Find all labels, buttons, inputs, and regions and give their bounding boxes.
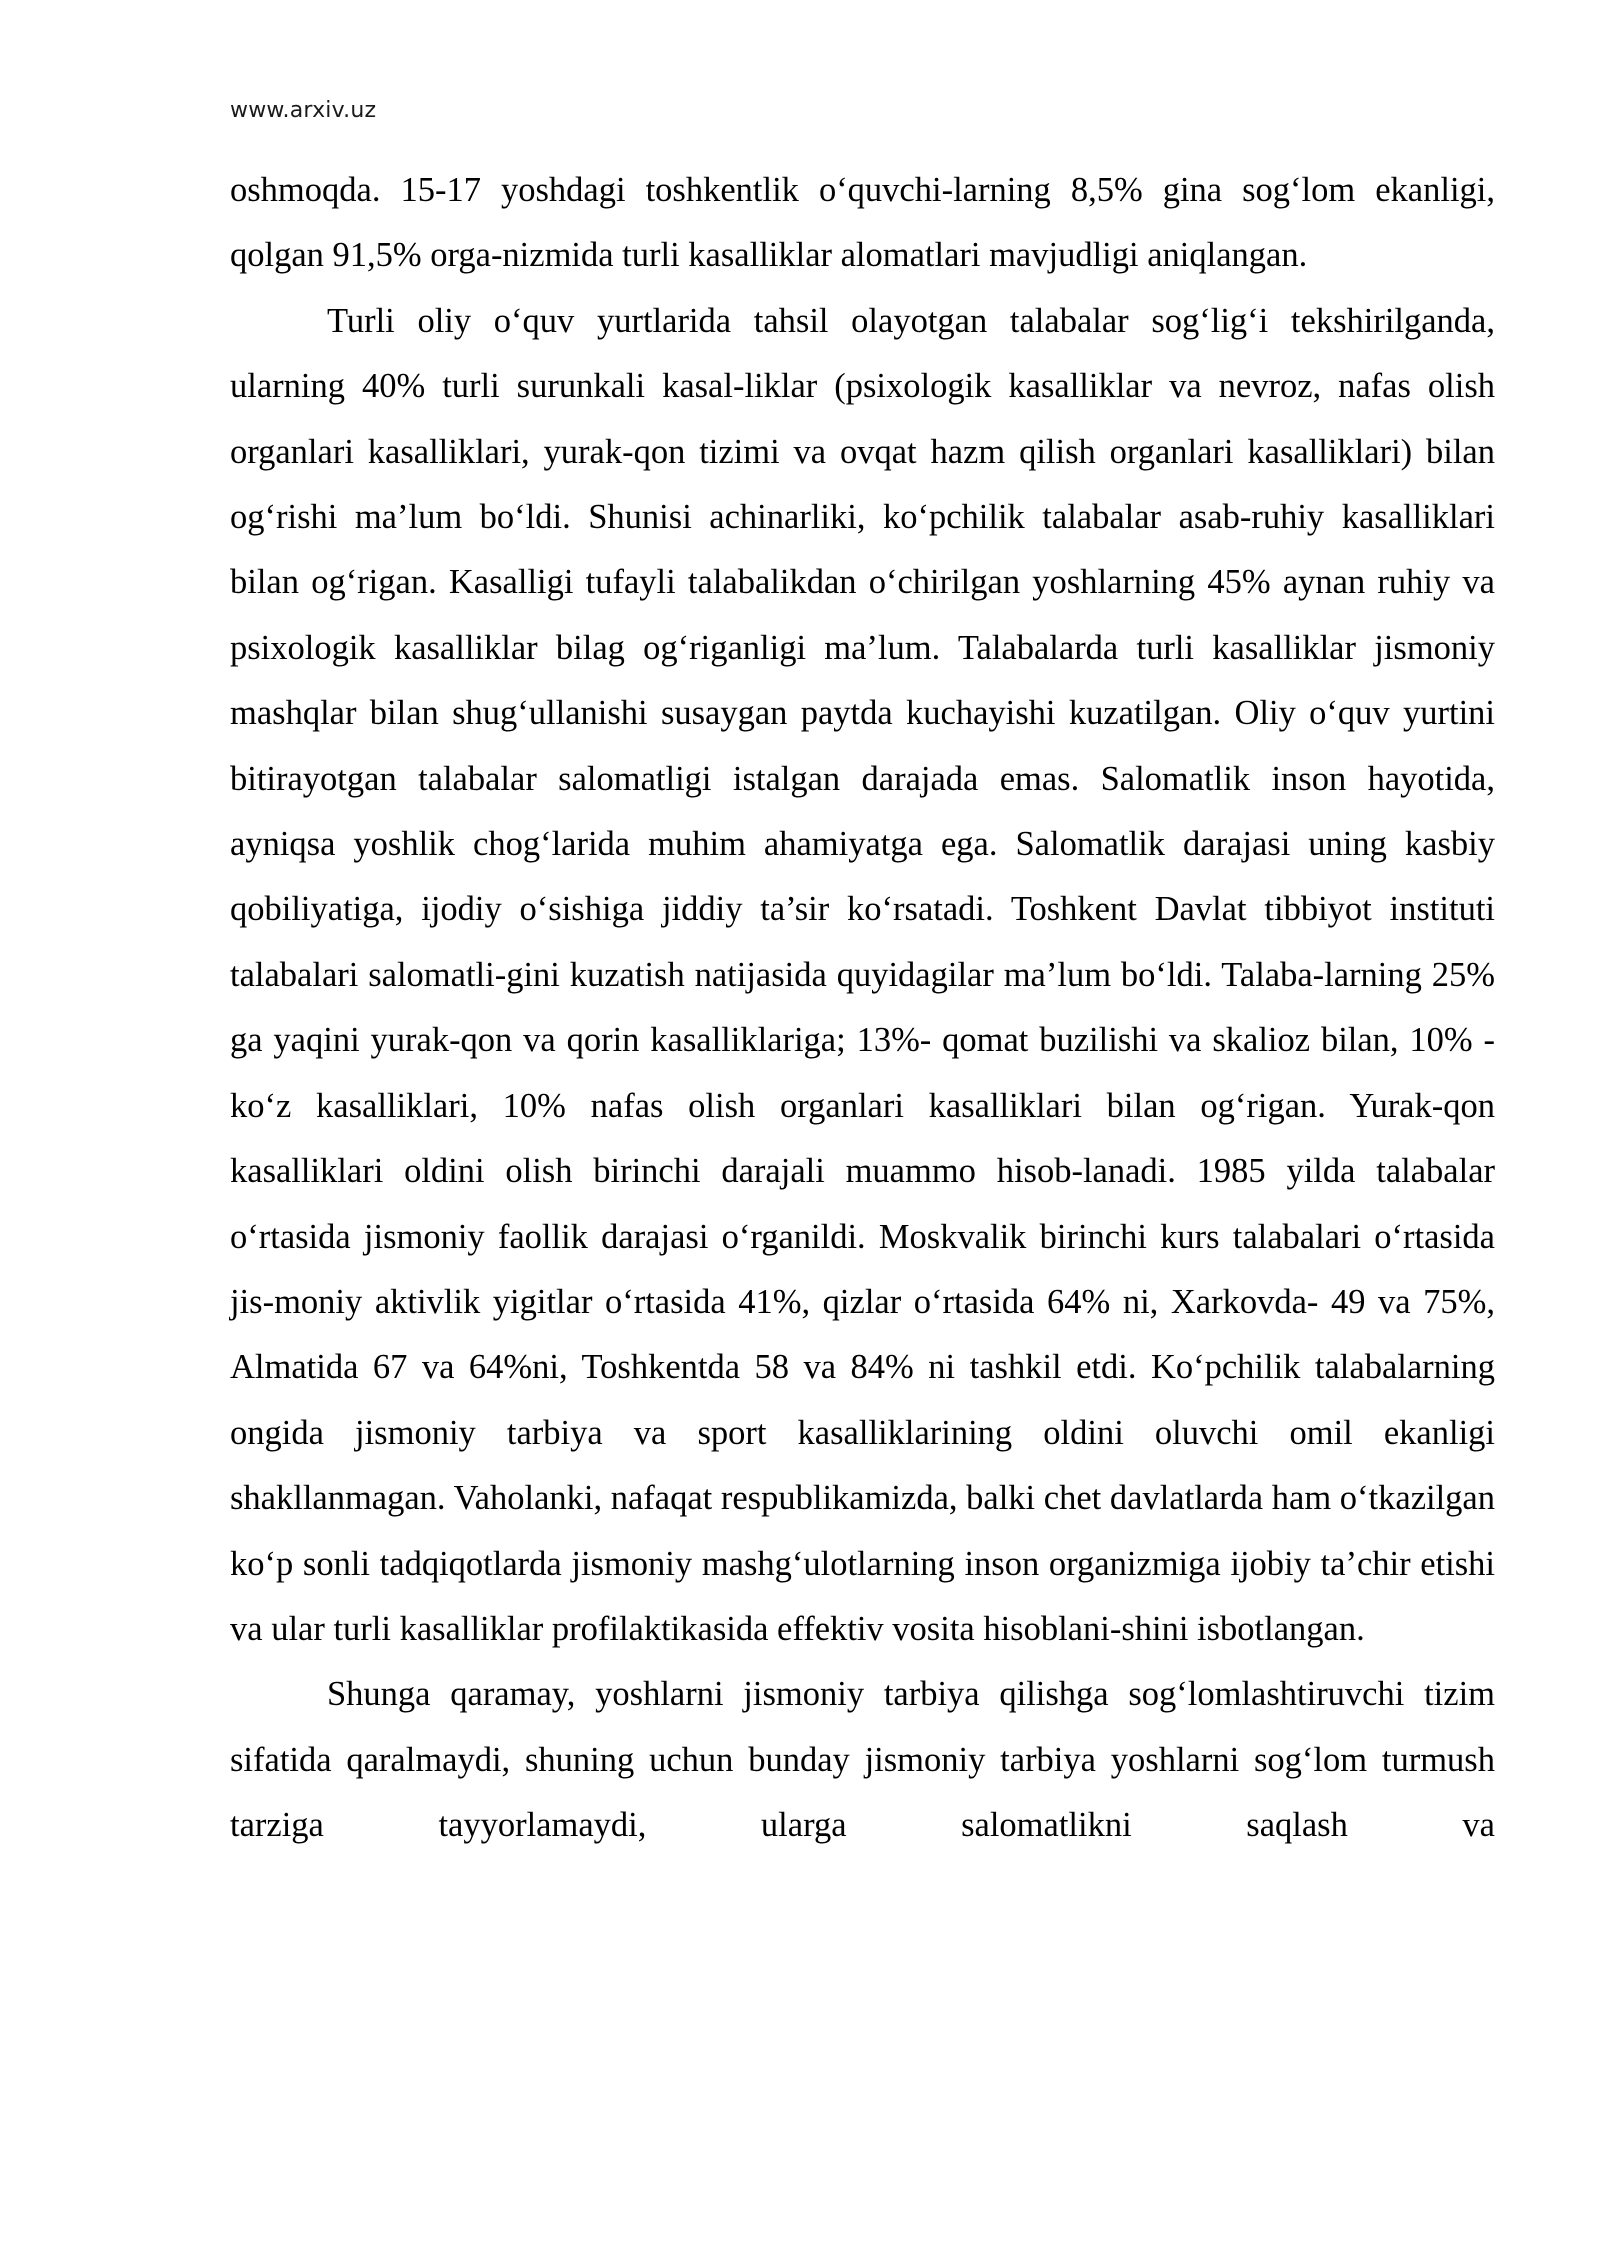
paragraph-2: Turli oliy o‘quv yurtlarida tahsil olayotgan talabalar sog‘lig‘i tekshirilganda, ularning 40% turli surunkali kasal-liklar (psixologik kasalliklar va nevroz, nafas olish organlari kasalliklari, yurak-qon tizimi va ovqat hazm qilish organlari kasalliklari) bilan og‘rishi ma’lum bo‘ldi. Shunisi achinarliki, ko‘pchilik talabalar asab-ruhiy kasalliklari bilan og‘rigan. Kasalligi tufayli talabalikdan o‘chirilgan yoshlarning 45% aynan ruhiy va psixologik kasalliklar bilag og‘riganligi ma’lum. Talabalarda turli kasalliklar jismoniy mashqlar bilan shug‘ullanishi susaygan paytda kuchayishi kuzatilgan. Oliy o‘quv yurtini bitirayotgan talabalar salomatligi istalgan darajada emas. Salomatlik inson hayotida, ayniqsa yoshlik chog‘larida muhim ahamiyatga ega. Salomatlik darajasi uning kasbiy qobiliyatiga, ijodiy o‘sishiga jiddiy ta’sir ko‘rsatadi. Toshkent Davlat tibbiyot instituti talabalari salomatli-gini kuzatish natijasida quyidagilar ma’lum bo‘ldi. Talaba-larning 25% ga yaqini yurak-qon va qorin kasalliklariga; 13%- qomat buzilishi va skalioz bilan, 10% - ko‘z kasalliklari, 10% nafas olish organlari kasalliklari bilan og‘rigan. Yurak-qon kasalliklari oldini olish birinchi darajali muammo hisob-lanadi. 1985 yilda talabalar o‘rtasida jismoniy faollik darajasi o‘rganildi. Moskvalik birinchi kurs talabalari o‘rtasida jis-moniy aktivlik yigitlar o‘rtasida 41%, qizlar o‘rtasida 64% ni, Xarkovda- 49 va 75%, Almatida 67 va 64%ni, Toshkentda 58 va 84% ni tashkil etdi. Ko‘pchilik talabalarning ongida jismoniy tarbiya va sport kasalliklarining oldini oluvchi omil ekanligi shakllanmagan. Vaholanki, nafaqat respublikamizda, balki chet davlatlarda ham o‘tkazilgan ko‘p sonli tadqiqotlarda jismoniy mashg‘ulotlarning inson organizmiga ijobiy ta’chir etishi va ular turli kasalliklar profilaktikasida effektiv vosita hisoblani-shini isbotlangan. (230, 301, 1495, 1648)
paragraph-1: oshmoqda. 15-17 yoshdagi toshkentlik o‘quvchi-larning 8,5% gina sog‘lom ekanligi, qolgan 91,5% orga-nizmida turli kasalliklar alomatlari mavjudligi aniqlangan. (230, 171, 1495, 275)
header-url: www.arxiv.uz (230, 98, 377, 123)
paragraph-3: Shunga qaramay, yoshlarni jismoniy tarbiya qilishga sog‘lomlashtiruvchi tizim sifatida qaralmaydi, shuning uchun bunday jismoniy tarbiya yoshlarni sog‘lom turmush tarziga tayyorlamaydi, ularga salomatlikni saqlash va (230, 1675, 1495, 1845)
document-body (230, 158, 1495, 1859)
